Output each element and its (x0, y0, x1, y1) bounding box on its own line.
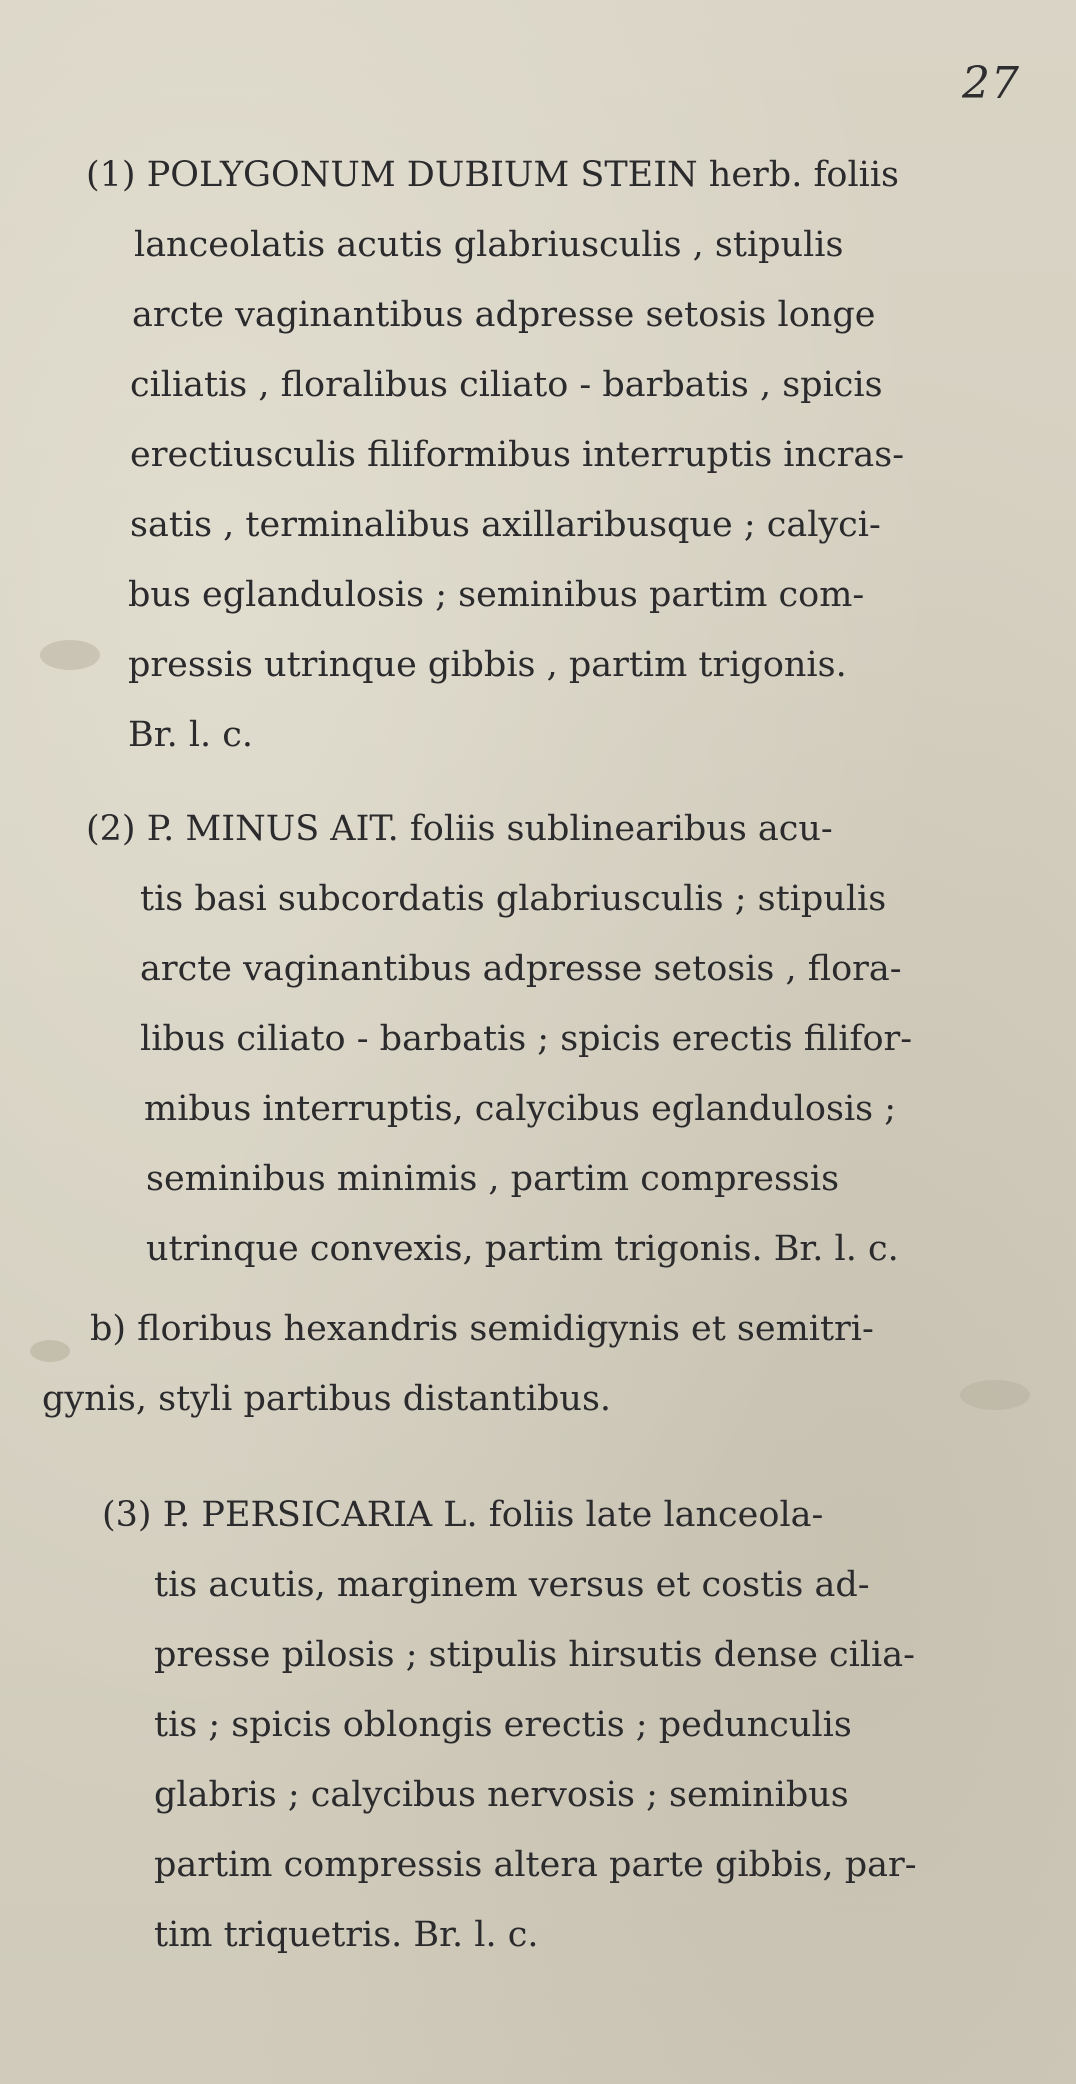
text-line: partim compressis altera parte gibbis, par- (154, 1845, 917, 1885)
text-line: (1) POLYGONUM DUBIUM STEIN herb. foliis (86, 155, 900, 195)
text-line: utrinque convexis, partim trigonis. Br. l. c. (146, 1229, 899, 1269)
entry-polygonum-dubium (86, 140, 904, 770)
text-line: tim triquetris. Br. l. c. (154, 1915, 539, 1955)
text-line: libus ciliato - barbatis ; spicis erectis filifor- (140, 1019, 913, 1059)
text-line: b) floribus hexandris semidigynis et semitri- (90, 1309, 874, 1349)
entry-polygonum-persicaria (102, 1480, 917, 1970)
text-line: gynis, styli partibus distantibus. (42, 1379, 612, 1419)
text-line: satis , terminalibus axillaribusque ; calyci- (130, 505, 881, 545)
entry-polygonum-minus (86, 794, 912, 1284)
text-line: presse pilosis ; stipulis hirsutis dense cilia- (154, 1635, 915, 1675)
text-line: bus eglandulosis ; seminibus partim com- (128, 575, 865, 615)
text-line: mibus interruptis, calycibus eglandulosis ; (144, 1089, 897, 1129)
text-line: (2) P. MINUS AIT. foliis sublinearibus acu- (86, 809, 833, 849)
paper-stain (960, 1380, 1030, 1410)
entry-variety-b (42, 1294, 874, 1434)
text-line: seminibus minimis , partim compressis (146, 1159, 840, 1199)
text-line: tis ; spicis oblongis erectis ; pedunculis (154, 1705, 852, 1745)
text-line: Br. l. c. (128, 715, 254, 755)
text-line: lanceolatis acutis glabriusculis , stipulis (134, 225, 844, 265)
text-line: glabris ; calycibus nervosis ; seminibus (154, 1775, 849, 1815)
text-line: arcte vaginantibus adpresse setosis , flora- (140, 949, 902, 989)
text-line: ciliatis , floralibus ciliato - barbatis , spicis (130, 365, 883, 405)
text-line: tis acutis, marginem versus et costis ad- (154, 1565, 870, 1605)
text-line: (3) P. PERSICARIA L. foliis late lanceola- (102, 1495, 824, 1535)
text-line: erectiusculis filiformibus interruptis incras- (130, 435, 905, 475)
text-line: pressis utrinque gibbis , partim trigonis. (128, 645, 847, 685)
page-number: 27 (962, 58, 1020, 109)
text-line: arcte vaginantibus adpresse setosis longe (132, 295, 876, 335)
text-line: tis basi subcordatis glabriusculis ; stipulis (140, 879, 887, 919)
